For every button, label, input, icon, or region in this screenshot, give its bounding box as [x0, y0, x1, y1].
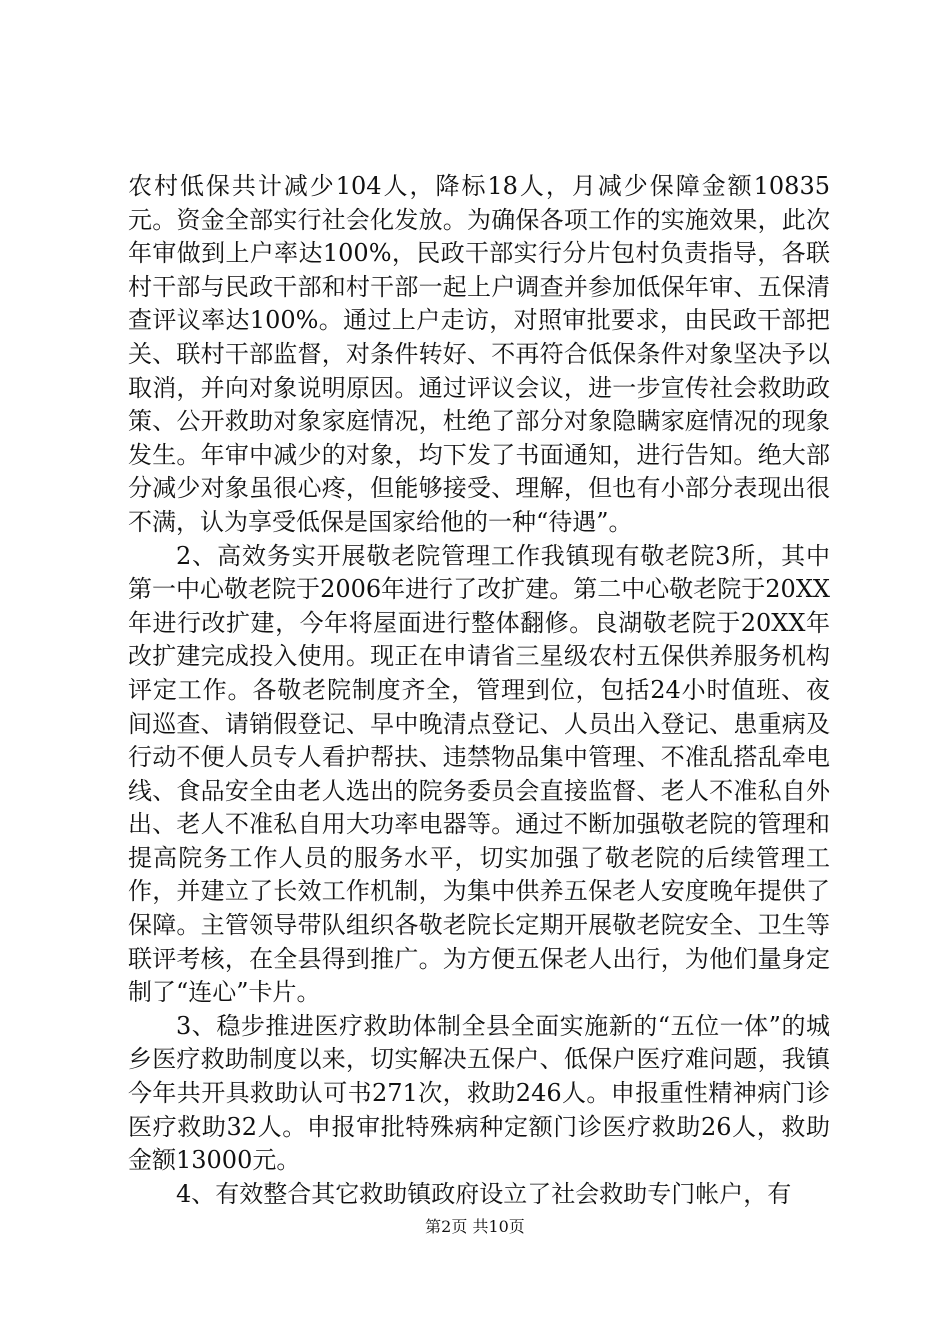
page-number-footer: 第2页 共10页 — [425, 1217, 525, 1236]
paragraph-other-assistance: 4、有效整合其它救助镇政府设立了社会救助专门帐户，有 — [176, 1179, 792, 1208]
paragraph-nursing-home-management: 2、高效务实开展敬老院管理工作我镇现有敬老院3所，其中第一中心敬老院于2006年进行了改扩建。第二中心敬老院于20XX年进行改扩建，今年将屋面进行整体翻修。良湖敬老院于20XX年改扩建完成投入使用。现正在申请省三星级农村五保供养服务机构评定工作。各敬老院制度齐全，管理到位，包括24小时值班、夜间巡查、请销假登记、早中晚清点登记、人员出入登记、患重病及行动不便人员专人看护帮扶、违禁物品集中管理、不准乱搭乱牵电线、食品安全由老人选出的院务委员会直接监督、老人不准私自外出、老人不准私自用大功率电器等。通过不断加强敬老院的管理和提高院务工作人员的服务水平，切实加强了敬老院的后续管理工作，并建立了长效工作机制，为集中供养五保老人安度晚年提供了保障。主管领导带队组织各敬老院长定期开展敬老院安全、卫生等联评考核，在全县得到推广。为方便五保老人出行，为他们量身定制了“连心”卡片。 — [128, 541, 830, 1007]
document-body — [128, 170, 830, 1211]
paragraph-continuation: 农村低保共计减少104人，降标18人，月减少保障金额10835元。资金全部实行社会化发放。为确保各项工作的实施效果，此次年审做到上户率达100%，民政干部实行分片包村负责指导，各联村干部与民政干部和村干部一起上户调查并参加低保年审、五保清查评议率达100%。通过上户走访，对照审批要求，由民政干部把关、联村干部监督，对条件转好、不再符合低保条件对象坚决予以取消，并向对象说明原因。通过评议会议，进一步宣传社会救助政策、公开救助对象家庭情况，杜绝了部分对象隐瞒家庭情况的现象发生。年审中减少的对象，均下发了书面通知，进行告知。绝大部分减少对象虽很心疼，但能够接受、理解，但也有小部分表现出很不满，认为享受低保是国家给他的一种“待遇”。 — [128, 172, 830, 536]
paragraph-medical-assistance: 3、稳步推进医疗救助体制全县全面实施新的“五位一体”的城乡医疗救助制度以来，切实解决五保户、低保户医疗难问题，我镇今年共开具救助认可书271次，救助246人。申报重性精神病门诊医疗救助32人。申报审批特殊病种定额门诊医疗救助26人，救助金额13000元。 — [128, 1011, 830, 1175]
